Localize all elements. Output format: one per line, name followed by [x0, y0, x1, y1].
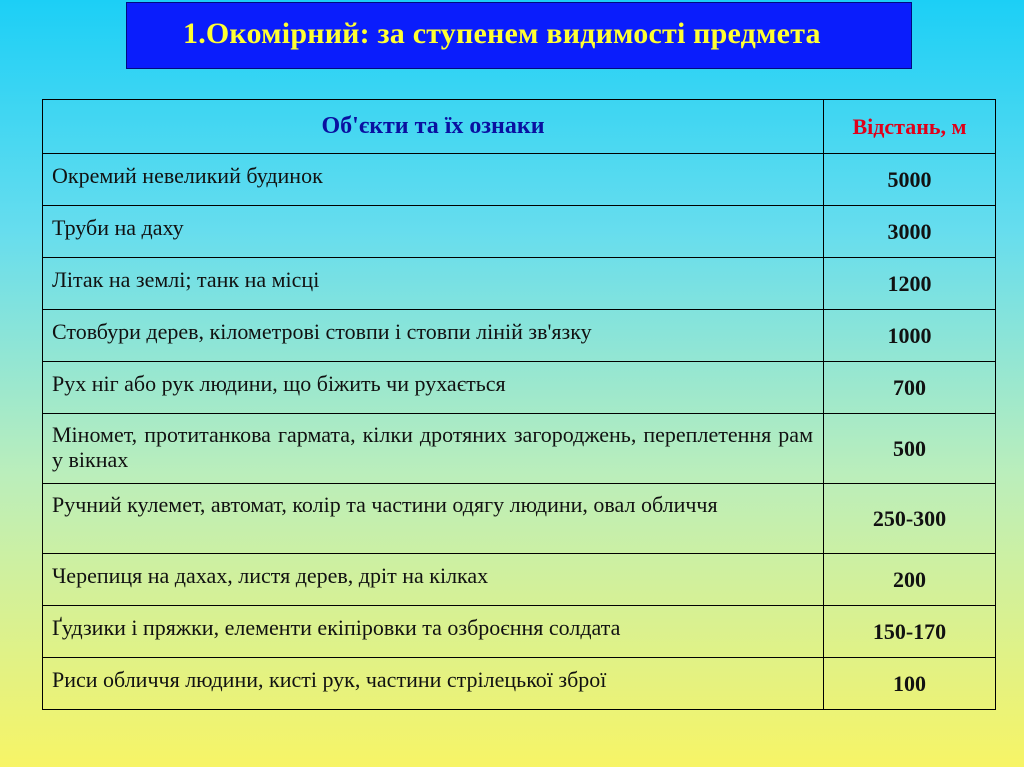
distance-cell: 150-170 — [824, 606, 996, 658]
object-cell: Окремий невеликий будинок — [43, 154, 824, 206]
visibility-distance-table — [42, 99, 996, 710]
table-row — [43, 154, 996, 206]
object-cell: Риси обличчя людини, кисті рук, частини стрілецької зброї — [43, 658, 824, 710]
distance-cell: 200 — [824, 554, 996, 606]
object-cell: Міномет, протитанкова гармата, кілки дротяних загороджень, переплетення рам у вікнах — [43, 414, 824, 484]
object-cell: Літак на землі; танк на місці — [43, 258, 824, 310]
table-row — [43, 206, 996, 258]
object-cell: Труби на даху — [43, 206, 824, 258]
table-row — [43, 310, 996, 362]
table-row — [43, 554, 996, 606]
table-header-row — [43, 100, 996, 154]
table-row — [43, 606, 996, 658]
distance-cell: 100 — [824, 658, 996, 710]
distance-cell: 1200 — [824, 258, 996, 310]
object-cell: Черепиця на дахах, листя дерев, дріт на кілках — [43, 554, 824, 606]
object-cell: Рух ніг або рук людини, що біжить чи рухається — [43, 362, 824, 414]
object-cell: Ручний кулемет, автомат, колір та частини одягу людини, овал обличчя — [43, 484, 824, 554]
distance-cell: 500 — [824, 414, 996, 484]
title-banner — [126, 2, 912, 69]
table-row — [43, 484, 996, 554]
page-title: 1.Окомірний: за ступенем видимості предмета — [183, 17, 821, 50]
object-cell: Ґудзики і пряжки, елементи екіпіровки та озброєння солдата — [43, 606, 824, 658]
distance-cell: 3000 — [824, 206, 996, 258]
distance-cell: 700 — [824, 362, 996, 414]
distance-cell: 5000 — [824, 154, 996, 206]
table-row — [43, 414, 996, 484]
header-distance: Відстань, м — [824, 100, 996, 154]
header-objects: Об'єкти та їх ознаки — [43, 100, 824, 154]
object-cell: Стовбури дерев, кілометрові стовпи і стовпи ліній зв'язку — [43, 310, 824, 362]
distance-cell: 250-300 — [824, 484, 996, 554]
table-row — [43, 258, 996, 310]
table-row — [43, 658, 996, 710]
distance-cell: 1000 — [824, 310, 996, 362]
table-row — [43, 362, 996, 414]
